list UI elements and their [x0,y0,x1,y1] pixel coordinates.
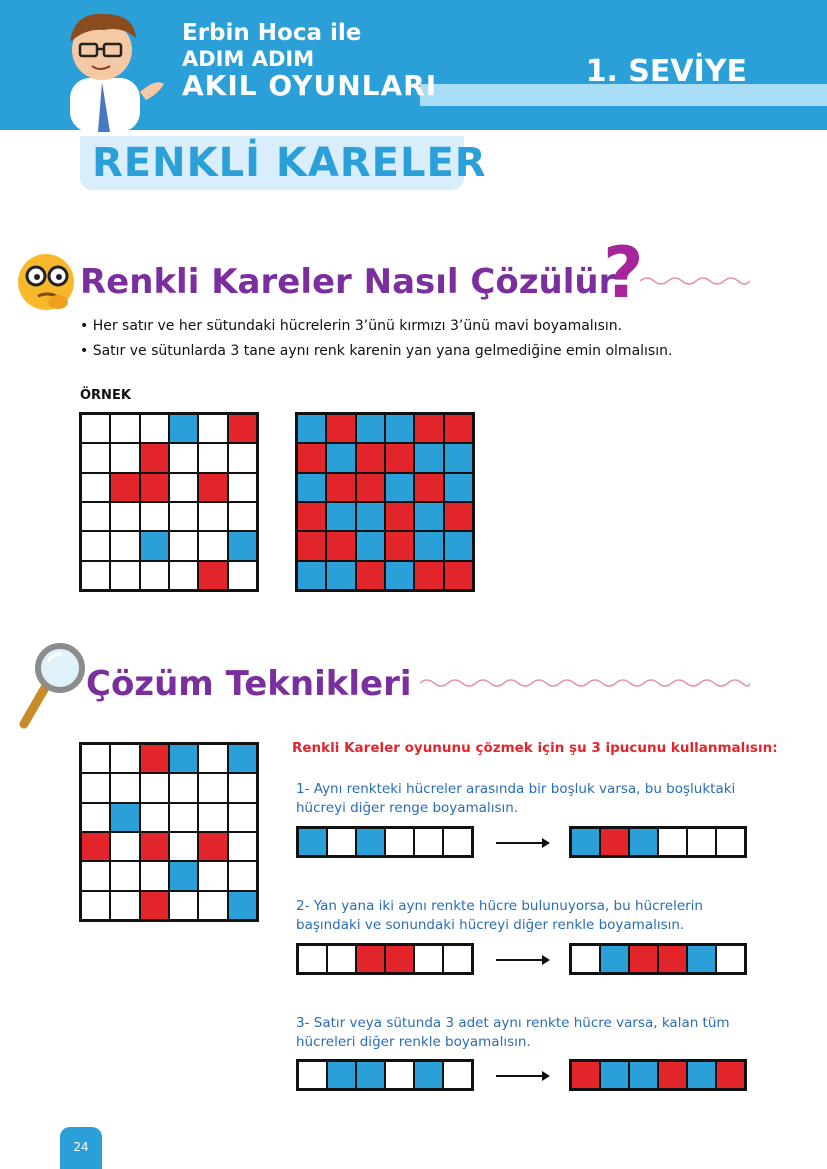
row-cell [385,945,414,973]
grid-cell [326,531,355,560]
grid-cell [198,803,227,832]
grid-cell [356,502,385,531]
tip-2-after-row [569,943,747,975]
grid-cell [169,414,198,443]
row-cell [327,1061,356,1089]
grid-cell [198,502,227,531]
grid-cell [169,473,198,502]
grid-cell [198,473,227,502]
grid-cell [81,561,110,590]
grid-cell [385,473,414,502]
grid-cell [81,414,110,443]
thinking-emoji-icon [14,250,78,314]
grid-cell [385,531,414,560]
grid-cell [297,443,326,472]
tip-3-line-1: 3- Satır veya sütunda 3 adet aynı renkte hücre varsa, kalan tüm [296,1015,730,1031]
row-cell [687,945,716,973]
row-cell [658,1061,687,1089]
grid-cell [110,832,139,861]
grid-cell [110,861,139,890]
grid-cell [414,414,443,443]
tips-intro: Renkli Kareler oyununu çözmek için şu 3 ipucunu kullanmalısın: [292,740,778,756]
brand-line-3: AKIL OYUNLARI [182,69,438,102]
row-cell [600,945,629,973]
row-cell [298,945,327,973]
row-cell [298,1061,327,1089]
wavy-line-decoration-2 [420,676,750,690]
row-cell [443,1061,472,1089]
grid-cell [81,502,110,531]
grid-cell [169,502,198,531]
grid-cell [169,744,198,773]
grid-cell [110,561,139,590]
grid-cell [140,531,169,560]
row-cell [629,1061,658,1089]
grid-cell [198,531,227,560]
grid-cell [297,414,326,443]
grid-cell [444,443,473,472]
tip-1-after-row [569,826,747,858]
row-cell [298,828,327,856]
grid-cell [110,744,139,773]
grid-cell [414,561,443,590]
grid-cell [198,744,227,773]
row-cell [385,1061,414,1089]
example-solution-grid [295,412,475,592]
grid-cell [140,443,169,472]
tip-1-line-2: hücreyi diğer renge boyamalısın. [296,800,519,816]
row-cell [571,945,600,973]
row-cell [327,945,356,973]
grid-cell [356,414,385,443]
grid-cell [228,861,257,890]
grid-cell [228,414,257,443]
grid-cell [356,561,385,590]
grid-cell [81,531,110,560]
grid-cell [140,891,169,920]
grid-cell [110,443,139,472]
tip-3-line-2: hücreleri diğer renkle boyamalısın. [296,1034,531,1050]
grid-cell [444,414,473,443]
grid-cell [228,803,257,832]
arrow-right-icon [496,1075,548,1077]
rule-bullet-2: • Satır ve sütunlarda 3 tane aynı renk karenin yan yana gelmediğine emin olmalısın. [80,343,673,359]
row-cell [414,945,443,973]
grid-cell [326,443,355,472]
tip-1-before-row [296,826,474,858]
row-cell [356,1061,385,1089]
grid-cell [385,502,414,531]
grid-cell [297,531,326,560]
grid-cell [110,773,139,802]
row-cell [687,828,716,856]
grid-cell [110,473,139,502]
teacher-mascot-icon [52,8,172,132]
brand-logo [182,22,437,100]
techniques-title: Çözüm Teknikleri [86,664,412,704]
brand-line-1: Erbin Hoca ile [182,20,362,46]
row-cell [443,945,472,973]
grid-cell [444,473,473,502]
grid-cell [356,531,385,560]
tip-3-text [296,1014,730,1052]
tip-3-before-row [296,1059,474,1091]
grid-cell [110,531,139,560]
grid-cell [385,443,414,472]
grid-cell [385,561,414,590]
grid-cell [228,891,257,920]
page-title: RENKLİ KARELER [92,140,487,186]
brand-line-2: ADIM ADIM [182,47,315,71]
tip-2-line-2: başındaki ve sonundaki hücreyi diğer renkle boyamalısın. [296,917,685,933]
grid-cell [414,443,443,472]
row-cell [600,1061,629,1089]
tip-3-after-row [569,1059,747,1091]
grid-cell [169,803,198,832]
grid-cell [414,502,443,531]
grid-cell [140,773,169,802]
row-cell [327,828,356,856]
grid-cell [198,443,227,472]
grid-cell [228,443,257,472]
wavy-line-decoration [640,274,750,288]
grid-cell [198,561,227,590]
grid-cell [140,861,169,890]
grid-cell [297,502,326,531]
grid-cell [198,773,227,802]
grid-cell [169,531,198,560]
row-cell [571,828,600,856]
grid-cell [110,414,139,443]
grid-cell [140,832,169,861]
grid-cell [140,473,169,502]
example-puzzle-grid [79,412,259,592]
arrow-right-icon [496,959,548,961]
level-label: 1. SEVİYE [585,54,747,89]
row-cell [385,828,414,856]
grid-cell [297,561,326,590]
grid-cell [169,561,198,590]
tip-1-line-1: 1- Aynı renkteki hücreler arasında bir boşluk varsa, bu boşluktaki [296,781,736,797]
grid-cell [140,561,169,590]
grid-cell [81,832,110,861]
grid-cell [228,832,257,861]
tip-2-line-1: 2- Yan yana iki aynı renkte hücre bulunuyorsa, bu hücrelerin [296,898,703,914]
grid-cell [81,473,110,502]
row-cell [600,828,629,856]
rule-bullet-1: • Her satır ve her sütundaki hücrelerin 3’ünü kırmızı 3’ünü mavi boyamalısın. [80,318,623,334]
row-cell [571,1061,600,1089]
arrow-right-icon [496,842,548,844]
row-cell [658,828,687,856]
how-to-title: Renkli Kareler Nasıl Çözülür [80,262,616,302]
grid-cell [169,832,198,861]
row-cell [629,828,658,856]
row-cell [629,945,658,973]
grid-cell [356,443,385,472]
row-cell [414,1061,443,1089]
page-number: 24 [60,1127,102,1169]
grid-cell [110,502,139,531]
grid-cell [228,531,257,560]
row-cell [716,1061,745,1089]
grid-cell [140,744,169,773]
grid-cell [444,502,473,531]
grid-cell [81,443,110,472]
row-cell [443,828,472,856]
grid-cell [140,803,169,832]
grid-cell [198,891,227,920]
question-mark: ? [603,232,644,314]
techniques-puzzle-grid [79,742,259,922]
grid-cell [297,473,326,502]
grid-cell [169,773,198,802]
row-cell [414,828,443,856]
example-label: ÖRNEK [80,388,131,403]
grid-cell [444,531,473,560]
grid-cell [81,861,110,890]
magnifier-icon [16,640,88,732]
grid-cell [110,891,139,920]
grid-cell [228,744,257,773]
tip-2-before-row [296,943,474,975]
tip-2-text [296,897,703,935]
grid-cell [81,891,110,920]
grid-cell [356,473,385,502]
grid-cell [414,473,443,502]
grid-cell [228,561,257,590]
row-cell [716,828,745,856]
grid-cell [198,832,227,861]
grid-cell [169,443,198,472]
grid-cell [414,531,443,560]
grid-cell [81,773,110,802]
grid-cell [198,861,227,890]
grid-cell [140,414,169,443]
row-cell [356,828,385,856]
grid-cell [140,502,169,531]
grid-cell [169,891,198,920]
row-cell [687,1061,716,1089]
grid-cell [228,773,257,802]
grid-cell [326,414,355,443]
grid-cell [81,803,110,832]
grid-cell [81,744,110,773]
grid-cell [198,414,227,443]
grid-cell [110,803,139,832]
grid-cell [326,561,355,590]
tip-1-text [296,780,735,818]
grid-cell [228,502,257,531]
row-cell [658,945,687,973]
grid-cell [228,473,257,502]
grid-cell [169,861,198,890]
row-cell [716,945,745,973]
grid-cell [444,561,473,590]
grid-cell [326,473,355,502]
grid-cell [385,414,414,443]
grid-cell [326,502,355,531]
row-cell [356,945,385,973]
